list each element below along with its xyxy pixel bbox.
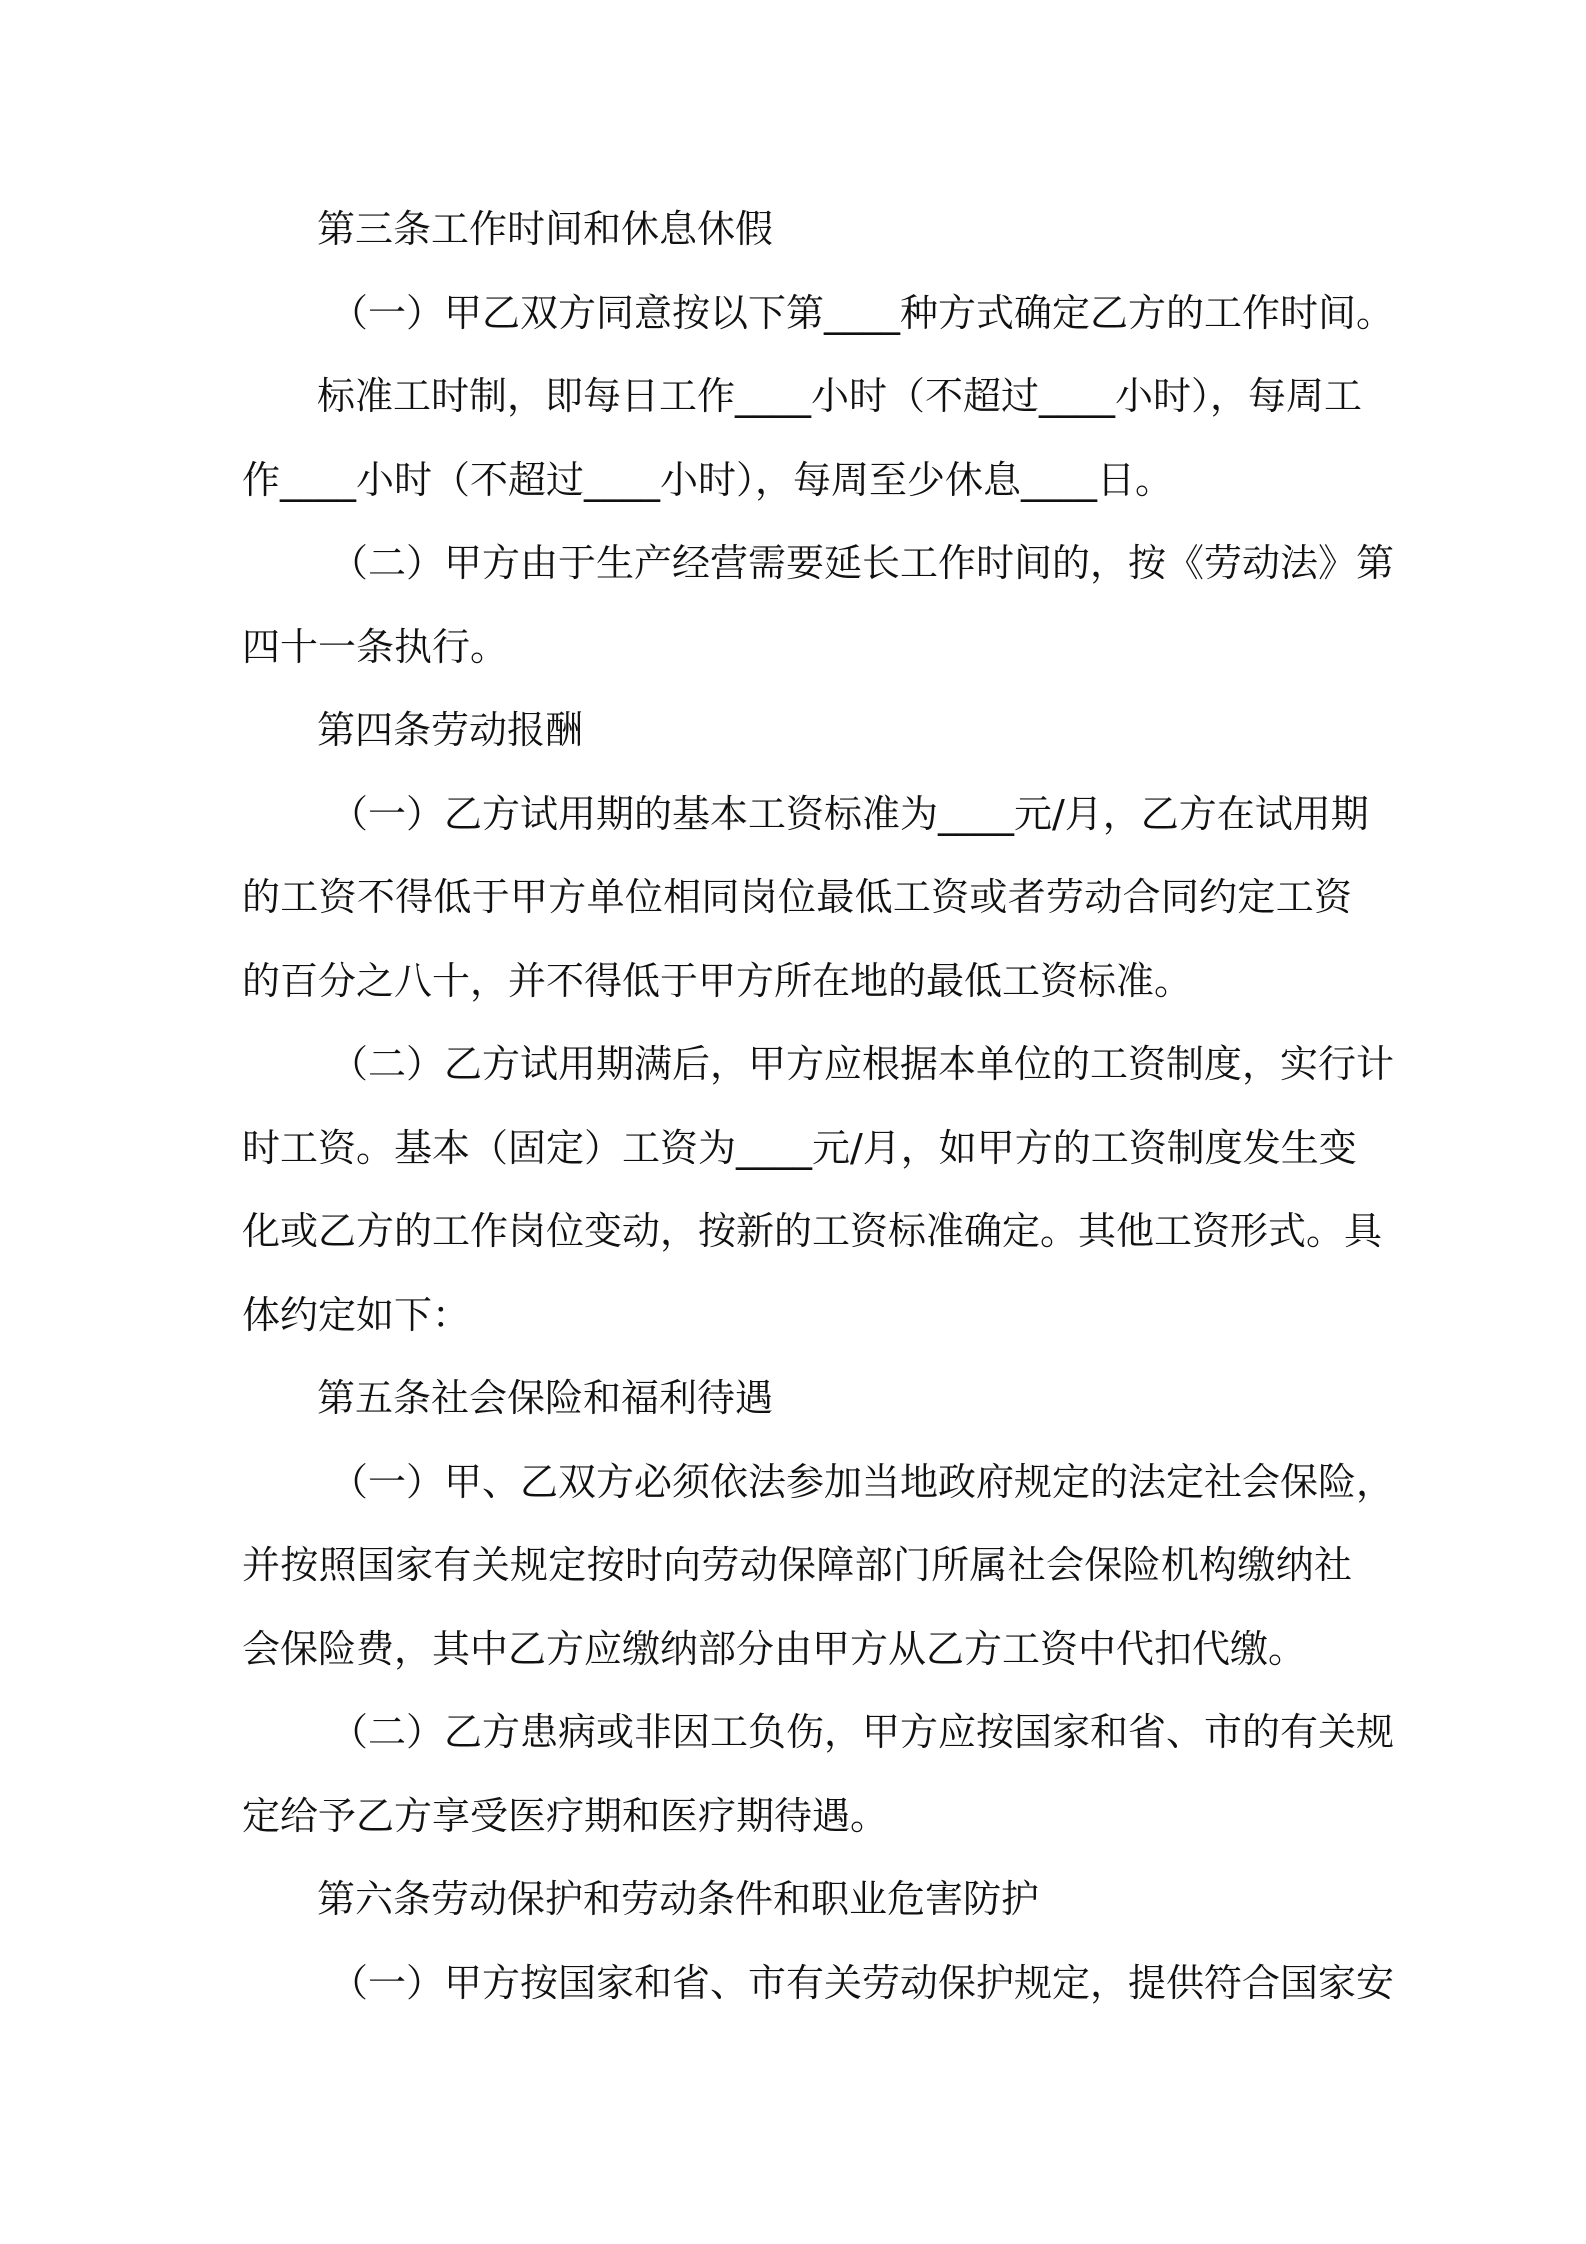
article-5-heading: 第五条社会保险和福利待遇: [317, 1376, 774, 1420]
paragraph-line: 并按照国家有关规定按时向劳动保障部门所属社会保险机构缴纳社: [242, 1543, 1352, 1587]
paragraph-line: 四十一条执行。: [242, 625, 509, 669]
article-6-heading: 第六条劳动保护和劳动条件和职业危害防护: [317, 1877, 1040, 1921]
paragraph-line: 化或乙方的工作岗位变动，按新的工资标准确定。其他工资形式。具: [242, 1209, 1383, 1253]
paragraph-line: 标准工时制，即每日工作____小时（不超过____小时），每周工: [317, 374, 1363, 418]
paragraph-line: 作____小时（不超过____小时），每周至少休息____日。: [242, 458, 1174, 502]
paragraph-line: （二）乙方患病或非因工负伤，甲方应按国家和省、市的有关规: [330, 1710, 1395, 1754]
paragraph-line: （一）甲、乙双方必须依法参加当地政府规定的法定社会保险，: [330, 1460, 1395, 1504]
paragraph-line: （一）乙方试用期的基本工资标准为____元/月，乙方在试用期: [330, 792, 1369, 836]
paragraph-line: （二）甲方由于生产经营需要延长工作时间的，按《劳动法》第: [330, 541, 1395, 585]
paragraph-line: （一）甲方按国家和省、市有关劳动保护规定，提供符合国家安: [330, 1961, 1395, 2005]
paragraph-line: 时工资。基本（固定）工资为____元/月，如甲方的工资制度发生变: [242, 1126, 1357, 1170]
paragraph-line: 的百分之八十，并不得低于甲方所在地的最低工资标准。: [242, 959, 1193, 1003]
article-3-heading: 第三条工作时间和休息休假: [317, 207, 774, 251]
article-4-heading: 第四条劳动报酬: [317, 708, 584, 752]
paragraph-line: 体约定如下：: [242, 1293, 471, 1337]
paragraph-line: （一）甲乙双方同意按以下第____种方式确定乙方的工作时间。: [330, 291, 1395, 335]
paragraph-line: 的工资不得低于甲方单位相同岗位最低工资或者劳动合同约定工资: [242, 875, 1352, 919]
paragraph-line: 会保险费，其中乙方应缴纳部分由甲方从乙方工资中代扣代缴。: [242, 1627, 1307, 1671]
paragraph-line: （二）乙方试用期满后，甲方应根据本单位的工资制度，实行计: [330, 1042, 1395, 1086]
paragraph-line: 定给予乙方享受医疗期和医疗期待遇。: [242, 1794, 889, 1838]
